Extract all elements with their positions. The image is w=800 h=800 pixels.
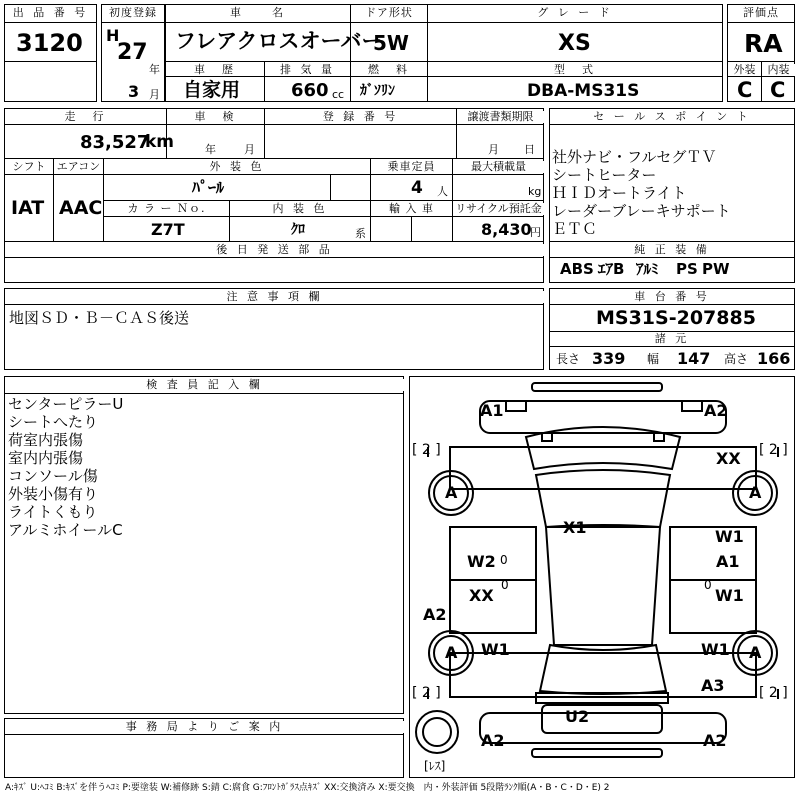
name-label: 車 名 (166, 7, 350, 19)
capacity-unit: 人 (437, 185, 448, 198)
damage-mark: A1 (716, 552, 740, 571)
damage-diagram (409, 376, 795, 778)
sales-label: セ ー ル ス ポ イ ン ト (550, 111, 794, 123)
model: DBA-MS31S (527, 81, 640, 101)
month-unit: 月 (149, 88, 160, 101)
damage-mark: A2 (423, 605, 447, 624)
inspector-line: 外装小傷有り (8, 485, 99, 503)
damage-mark: A (749, 483, 762, 502)
displacement-unit: cc (332, 88, 345, 101)
width-label: 幅 (647, 352, 660, 366)
inspection-month-unit: 月 (244, 143, 255, 156)
damage-mark: W1 (481, 640, 510, 659)
transfer-day-unit: 日 (524, 143, 535, 156)
chassis-label: 車 台 番 号 (550, 291, 794, 303)
rear-gate (542, 705, 662, 733)
color: ﾊﾟｰﾙ (192, 178, 225, 197)
fuel: ｶﾞｿﾘﾝ (360, 83, 395, 99)
tire-bracket: [ 2 ] (412, 442, 441, 458)
tire-bracket: [ 2 ] (759, 442, 788, 458)
equipment-item: ｴｱB (598, 260, 625, 278)
damage-mark: A (445, 643, 458, 662)
reg-year: 27 (117, 40, 148, 65)
inspector-label: 検 査 員 記 入 欄 (5, 379, 404, 391)
damage-mark: A2 (481, 731, 505, 750)
color-label: 外 装 色 (104, 161, 370, 173)
int-color-suffix: 系 (355, 227, 366, 240)
inspection-label: 車 検 (167, 111, 264, 123)
ac: AAC (59, 197, 103, 219)
fuel-label: 燃 料 (351, 64, 427, 76)
damage-mark: W1 (715, 527, 744, 546)
front-bumper (480, 401, 726, 433)
shift-label: シフト (5, 161, 53, 173)
int-color-label: 内 装 色 (230, 203, 370, 215)
reg-no-label: 登 録 番 号 (265, 111, 456, 123)
ext-grade: C (737, 78, 753, 102)
damage-mark: A (445, 483, 458, 502)
score: RA (744, 29, 783, 58)
car-diagram-svg (410, 377, 795, 778)
equipment-item: PW (702, 260, 730, 278)
windshield (536, 470, 670, 527)
legend: A:ｷｽﾞ U:ﾍｺﾐ B:ｷｽﾞを伴うﾍｺﾐ P:要塗装 W:補修跡 S:錆 C:腐食 G:ﾌﾛﾝﾄｶﾞﾗｽ点ｷｽﾞ XX:交換済み X:要交換 内・外装評価 5段階ﾗﾝｸ順(A・B・C・D・E) 2 (5, 783, 610, 793)
int-grade: C (770, 78, 786, 102)
int-color: ｸﾛ (291, 222, 305, 238)
width: 147 (677, 349, 711, 368)
equipment-item: ABS (560, 260, 594, 278)
damage-mark: XX (716, 449, 741, 468)
model-label: 型 式 (428, 64, 722, 76)
displacement: 660 (291, 80, 329, 101)
mileage: 83,527 (80, 132, 150, 153)
grade: XS (558, 31, 591, 56)
length: 339 (592, 349, 626, 368)
chassis-number: MS31S-207885 (596, 307, 756, 329)
ac-label: エアコン (54, 161, 103, 173)
capacity: 4 (411, 178, 423, 198)
tire-bracket: [ 2 ] (759, 685, 788, 701)
ext-label: 外装 (728, 64, 761, 76)
damage-mark: A (749, 643, 762, 662)
damage-mark: W1 (701, 640, 730, 659)
equipment-label: 純 正 装 備 (550, 244, 794, 256)
damage-mark: A2 (704, 401, 728, 420)
dims-label: 諸 元 (550, 333, 794, 345)
era: H (106, 26, 120, 45)
height: 166 (757, 349, 791, 368)
sales-point: レーダーブレーキサポート (552, 202, 731, 220)
damage-mark: W2 (467, 552, 496, 571)
year-unit: 年 (149, 63, 160, 76)
inspector-line: アルミホイールC (8, 521, 123, 539)
length-label: 長さ (556, 352, 581, 366)
damage-mark: A1 (480, 401, 504, 420)
front-fenders (450, 447, 756, 489)
sales-point: ＨＩＤオートライト (552, 184, 687, 202)
history: 自家用 (183, 79, 241, 101)
inspector-line: 室内内張傷 (8, 449, 84, 467)
car-name: フレアクロスオーバー (175, 29, 383, 53)
office-label: 事 務 局 よ り ご 案 内 (5, 721, 404, 733)
import-label: 輸 入 車 (371, 203, 452, 215)
damage-mark: XX (469, 586, 494, 605)
equipment-item: PS (676, 260, 698, 278)
inspector-line: 荷室内張傷 (8, 431, 84, 449)
inspector-line: ライトくもり (8, 503, 98, 521)
int-label: 内装 (762, 64, 795, 76)
door-type: 5W (373, 31, 409, 55)
first-reg-label: 初度登録 (102, 7, 164, 19)
reg-month: 3 (128, 82, 140, 101)
capacity-label: 乗車定員 (371, 161, 452, 173)
sales-point: 社外ナビ・フルセグＴＶ (552, 148, 717, 166)
mileage-label: 走 行 (5, 111, 166, 123)
lot-number: 3120 (16, 29, 83, 57)
height-label: 高さ (724, 352, 749, 366)
score-label: 評価点 (728, 7, 794, 19)
recycle-unit: 円 (530, 226, 541, 239)
inspector-line: センターピラーU (8, 395, 124, 413)
damage-mark: 0 (704, 578, 712, 592)
inspector-line: コンソール傷 (8, 467, 98, 485)
lot-label: 出 品 番 号 (5, 7, 96, 19)
load-unit: kg (528, 185, 542, 198)
notes-label: 注 意 事 項 欄 (5, 291, 544, 303)
mileage-unit: km (145, 132, 175, 152)
damage-mark: U2 (565, 707, 590, 726)
tire-bracket: [ 2 ] (412, 685, 441, 701)
recycle-label: リサイクル預託金 (453, 203, 544, 215)
displacement-label: 排 気 量 (265, 64, 350, 76)
damage-mark: W1 (715, 586, 744, 605)
damage-mark: 0 (500, 553, 508, 567)
transfer-month-unit: 月 (488, 143, 499, 156)
front-bumper-top (532, 383, 662, 391)
inspection-year-unit: 年 (205, 143, 216, 156)
spare-label: [ﾚｽ] (424, 759, 446, 773)
roof (546, 527, 660, 645)
inspector-line: シートへたり (8, 413, 99, 431)
recycle-fee: 8,430 (481, 220, 532, 239)
shift: IAT (11, 197, 45, 219)
damage-mark: A2 (703, 731, 727, 750)
sales-point: シートヒーター (552, 166, 657, 184)
damage-mark: X1 (563, 518, 587, 537)
color-no: Z7T (151, 220, 185, 239)
notes-text: 地図ＳＤ・Ｂ－ＣＡＳ後送 (9, 309, 190, 327)
later-parts-label: 後 日 発 送 部 品 (5, 244, 544, 256)
sales-point: ＥＴＣ (552, 220, 598, 238)
equipment-item: ｱﾙﾐ (636, 260, 659, 278)
color-no-label: カ ラ ー Ｎｏ. (104, 203, 229, 215)
transfer-label: 譲渡書類期限 (457, 111, 544, 123)
history-label: 車 歴 (166, 64, 264, 76)
door-label: ドア形状 (351, 7, 427, 19)
damage-mark: 0 (501, 578, 509, 592)
damage-mark: A3 (701, 676, 725, 695)
grade-label: グ レ ー ド (428, 7, 722, 19)
load-label: 最大積載量 (453, 161, 544, 173)
rear-bumper (480, 713, 726, 743)
